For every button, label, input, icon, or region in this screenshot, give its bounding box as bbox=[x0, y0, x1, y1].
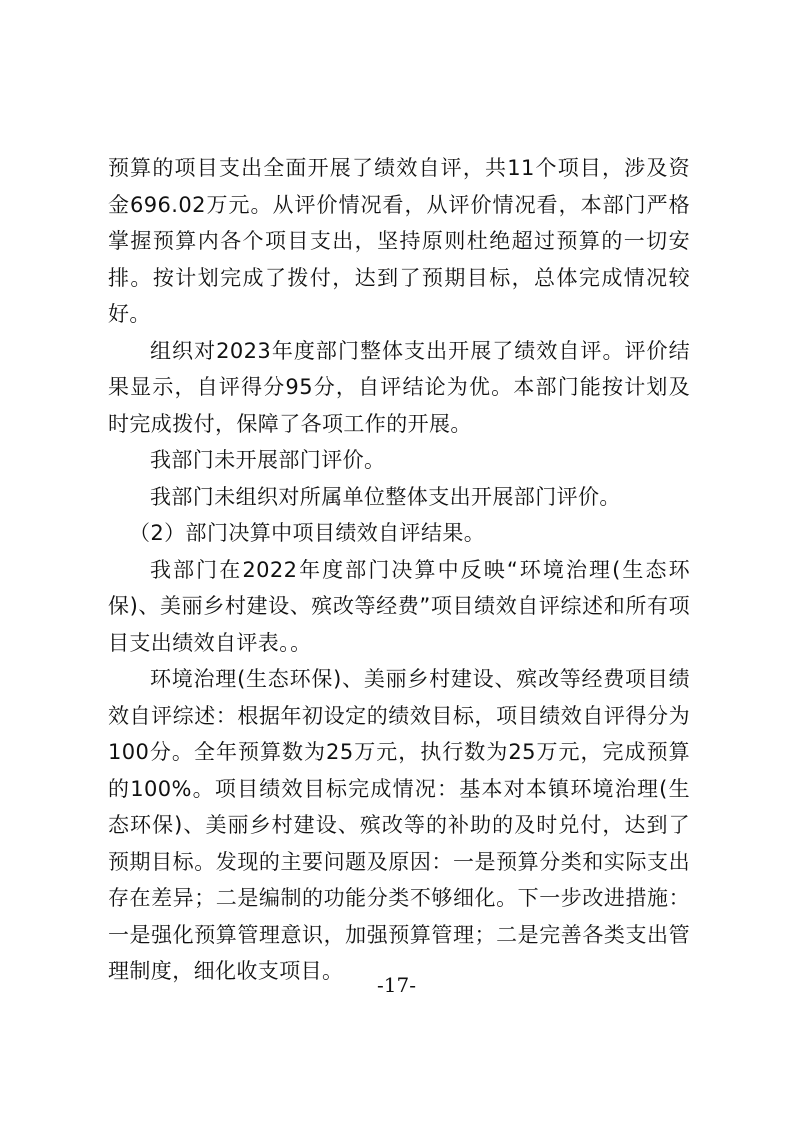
paragraph-environment-project-summary: 环境治理(生态环保)、美丽乡村建设、殡改等经费项目绩效自评综述：根据年初设定的绩效目标，项目绩效自评得分为100分。全年预算数为25万元，执行数为25万元，完成预算的100%。项目绩效目标完成情况：基本对本镇环境治理(生态环保)、美丽乡村建设、殡改等的补助的及时兑付，达到了预期目标。发现的主要问题及原因：一是预算分类和实际支出存在差异；二是编制的功能分类不够细化。下一步改进措施：一是强化预算管理意识，加强预算管理；二是完善各类支出管理制度，细化收支项目。 bbox=[108, 667, 690, 983]
section-heading-project-results: （2）部门决算中项目绩效自评结果。 bbox=[129, 521, 486, 545]
paragraph-no-subordinate-evaluation: 我部门未组织对所属单位整体支出开展部门评价。 bbox=[150, 484, 621, 509]
paragraph-2022-final-accounts: 我部门在2022年度部门决算中反映“环境治理(生态环保)、美丽乡村建设、殡改等经费”项目绩效自评综述和所有项目支出绩效自评表。。 bbox=[108, 557, 690, 655]
paragraph-overall-expenditure-evaluation: 组织对2023年度部门整体支出开展了绩效自评。评价结果显示，自评得分95分，自评结论为优。本部门能按计划及时完成拨付，保障了各项工作的开展。 bbox=[108, 338, 690, 436]
page-number: -17- bbox=[377, 973, 416, 997]
document-body bbox=[108, 150, 690, 990]
paragraph-no-department-evaluation: 我部门未开展部门评价。 bbox=[150, 448, 386, 472]
paragraph-project-self-evaluation-continued: 预算的项目支出全面开展了绩效自评，共11个项目，涉及资金696.02万元。从评价情况看，从评价情况看，本部门严格掌握预算内各个项目支出，坚持原则杜绝超过预算的一切安排。按计划完成了拨付，达到了预期目标，总体完成情况较好。 bbox=[108, 156, 690, 326]
